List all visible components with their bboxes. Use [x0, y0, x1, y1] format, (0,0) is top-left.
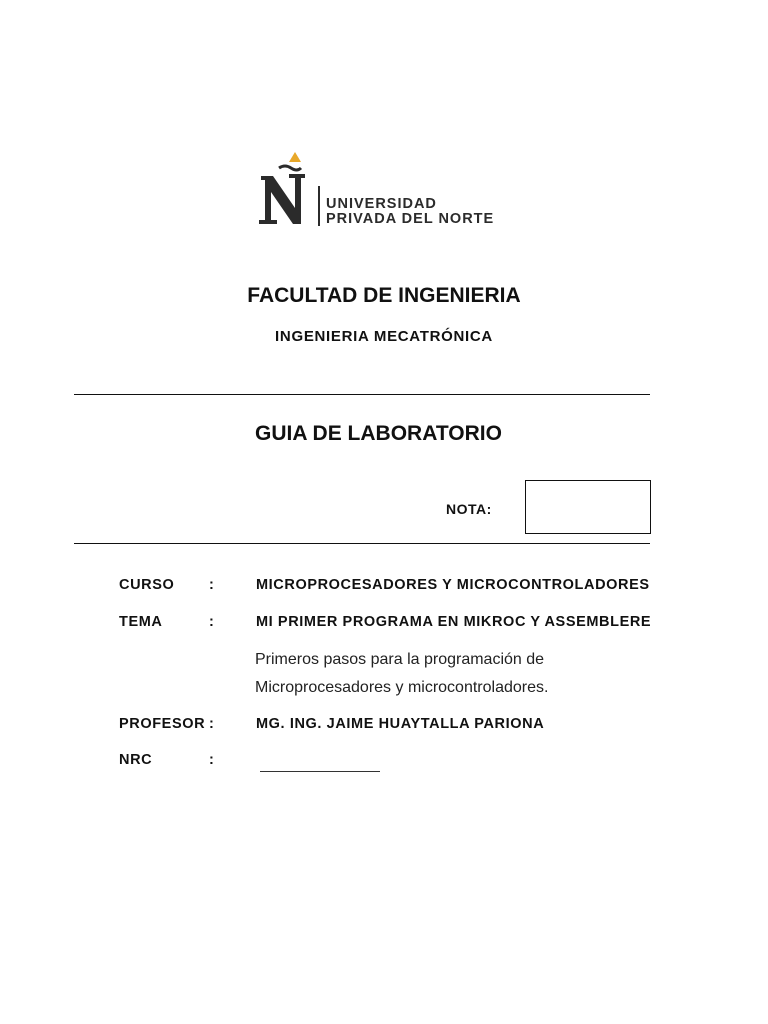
university-logo-icon	[255, 150, 317, 230]
faculty-title: FACULTAD DE INGENIERIA	[247, 284, 521, 307]
nrc-blank-line[interactable]	[260, 771, 380, 772]
nrc-label: NRC	[119, 752, 153, 768]
university-name	[326, 197, 494, 227]
guide-title: GUIA DE LABORATORIO	[255, 422, 502, 445]
tema-value: MI PRIMER PROGRAMA EN MIKROC Y ASSEMBLERE	[256, 614, 652, 630]
university-name-line1: UNIVERSIDAD	[326, 196, 437, 212]
tema-label: TEMA	[119, 614, 163, 630]
curso-value: MICROPROCESADORES Y MICROCONTROLADORES	[256, 577, 650, 593]
divider-bottom	[74, 543, 650, 544]
career-title: INGENIERIA MECATRÓNICA	[275, 328, 493, 345]
tema-colon: :	[209, 614, 214, 630]
profesor-value: MG. ING. JAIME HUAYTALLA PARIONA	[256, 716, 545, 732]
university-name-line2: PRIVADA DEL NORTE	[326, 211, 495, 227]
nota-label: NOTA:	[446, 501, 492, 517]
tema-description-line2: Microprocesadores y microcontroladores.	[255, 679, 549, 696]
profesor-label: PROFESOR	[119, 716, 206, 732]
divider-top	[74, 394, 650, 395]
logo-divider	[318, 186, 320, 226]
profesor-colon: :	[209, 716, 214, 732]
nota-box[interactable]	[525, 480, 651, 534]
curso-colon: :	[209, 577, 214, 593]
nrc-colon: :	[209, 752, 214, 768]
tema-description-line1: Primeros pasos para la programación de	[255, 651, 545, 668]
curso-label: CURSO	[119, 577, 175, 593]
